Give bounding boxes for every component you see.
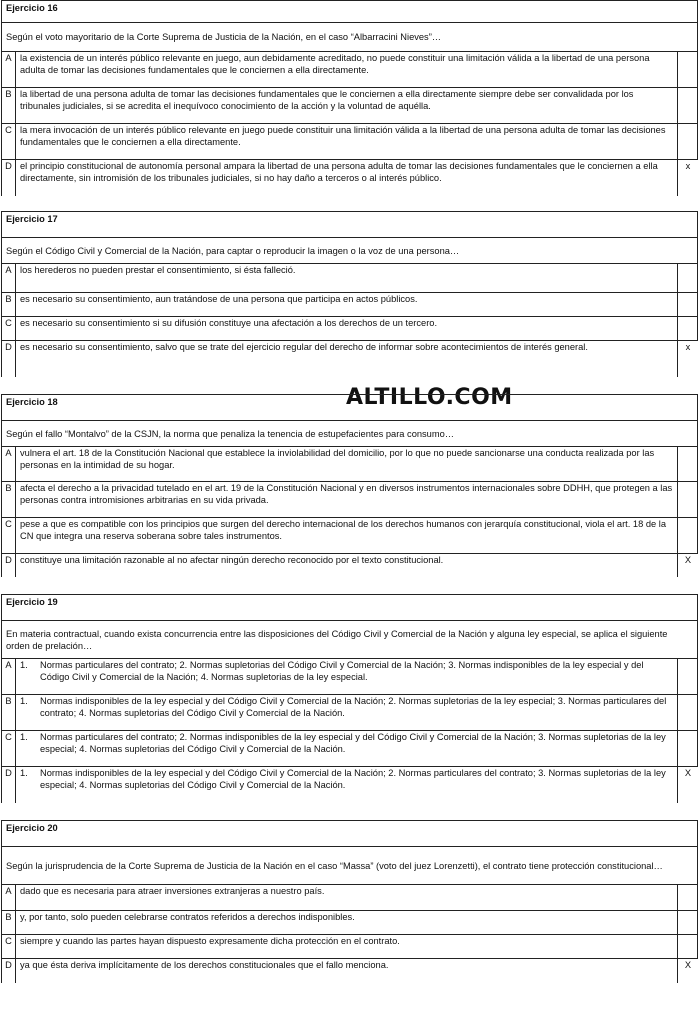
option-text: la mera invocación de un interés público relevante en juego puede constituir una limitación válida a la libertad de una persona adulta de tomar las decisiones fundamentales que le conciernen a ella directamente. (16, 124, 678, 159)
option-text: pese a que es compatible con los principios que surgen del derecho internacional de los derechos humanos con jerarquía constitucional, viola el art. 18 de la CN que integra una reserva soberana sobre tales instrumentos. (16, 518, 678, 553)
option-letter: D (2, 160, 16, 196)
option-text: los herederos no pueden prestar el consentimiento, si ésta falleció. (16, 264, 678, 292)
answer-mark (678, 264, 698, 292)
watermark-logo: ALTILLO.COM (346, 385, 513, 410)
option-a[interactable] (2, 264, 698, 293)
option-letter: B (2, 911, 16, 934)
exercise-title: Ejercicio 19 (2, 595, 698, 621)
option-text (16, 659, 678, 694)
exercise-title: Ejercicio 16 (2, 1, 698, 23)
option-a[interactable] (2, 447, 698, 482)
option-d[interactable] (2, 959, 698, 983)
answer-mark (678, 911, 698, 934)
option-text: es necesario su consentimiento, aun tratándose de una persona que participa en actos públicos. (16, 293, 678, 316)
exercise-question: Según el voto mayoritario de la Corte Suprema de Justicia de la Nación, en el caso “Albarracini Nieves”… (2, 23, 698, 52)
option-letter: A (2, 885, 16, 910)
exercise-title: Ejercicio 20 (2, 821, 698, 847)
option-b[interactable] (2, 911, 698, 935)
item-number: 1. (20, 660, 28, 670)
option-d[interactable] (2, 767, 698, 803)
exercise-18 (1, 394, 698, 577)
exercise-19 (1, 594, 698, 803)
answer-mark (678, 293, 698, 316)
option-text: el principio constitucional de autonomía personal ampara la libertad de una persona adulta de tomar las decisiones fundamentales que le conciernen a ella directamente, sin intromisión de los tribunales judiciales, si no hay daño a terceros o al interés público. (16, 160, 678, 196)
option-a[interactable] (2, 885, 698, 911)
option-b[interactable] (2, 695, 698, 731)
option-text: vulnera el art. 18 de la Constitución Nacional que establece la inviolabilidad del domicilio, por lo que no puede sancionarse una conducta realizada por las personas en la intimidad de su hogar. (16, 447, 678, 481)
exercise-title: Ejercicio 17 (2, 212, 698, 238)
exercise-title: Ejercicio 18 (2, 395, 698, 421)
option-text: es necesario su consentimiento si su difusión constituye una afectación a los derechos de un tercero. (16, 317, 678, 340)
option-a[interactable] (2, 659, 698, 695)
answer-mark: x (685, 161, 691, 171)
option-text: afecta el derecho a la privacidad tutelado en el art. 19 de la Constitución Nacional y en diversos instrumentos internacionales sobre DDHH, que protegen a las personas contra intromisiones arbitrarias en su vida privada. (16, 482, 678, 517)
exercise-question: Según la jurisprudencia de la Corte Suprema de Justicia de la Nación en el caso “Massa” (voto del juez Lorenzetti), el contrato tiene protección constitucional… (2, 847, 698, 885)
option-letter: D (2, 959, 16, 983)
option-d[interactable] (2, 341, 698, 377)
item-number: 1. (20, 732, 28, 742)
answer-mark: X (684, 555, 692, 565)
option-text: dado que es necesaria para atraer inversiones extranjeras a nuestro país. (16, 885, 678, 910)
answer-mark: X (684, 768, 692, 778)
option-letter: A (2, 52, 16, 87)
option-text: siempre y cuando las partes hayan dispuesto expresamente dicha protección en el contrato. (16, 935, 678, 958)
answer-mark (678, 518, 698, 553)
answer-mark (678, 124, 698, 159)
option-letter: C (2, 935, 16, 958)
option-d[interactable] (2, 554, 698, 577)
option-text: es necesario su consentimiento, salvo que se trate del ejercicio regular del derecho de informar sobre acontecimientos de interés general. (16, 341, 678, 377)
item-text: Normas particulares del contrato; 2. Normas supletorias del Código Civil y Comercial de la Nación; 3. Normas indisponibles de la ley especial y del Código Civil y Comercial de la Nación; 4. Normas supletorias de la ley especial. (40, 660, 644, 682)
option-a[interactable] (2, 52, 698, 88)
option-c[interactable] (2, 317, 698, 341)
answer-mark (678, 52, 698, 87)
answer-mark (678, 317, 698, 340)
option-text (16, 695, 678, 730)
option-b[interactable] (2, 482, 698, 518)
answer-mark: x (685, 342, 691, 352)
answer-mark (678, 935, 698, 958)
option-c[interactable] (2, 731, 698, 767)
item-number: 1. (20, 696, 28, 706)
exercise-question: Según el Código Civil y Comercial de la Nación, para captar o reproducir la imagen o la voz de una persona… (2, 238, 698, 264)
item-text: Normas indisponibles de la ley especial y del Código Civil y Comercial de la Nación; 2. Normas supletorias de la ley especial; 3. Normas particulares del contrato; 4. Normas supletorias del Código Civil y Comercial de la Nación. (40, 696, 667, 718)
answer-mark (678, 447, 698, 481)
answer-mark (678, 482, 698, 517)
option-letter: C (2, 518, 16, 553)
answer-mark: X (684, 960, 692, 970)
option-text (16, 767, 678, 803)
option-letter: A (2, 264, 16, 292)
exercise-16 (1, 0, 698, 196)
answer-mark (678, 885, 698, 910)
option-letter: B (2, 695, 16, 730)
option-c[interactable] (2, 518, 698, 554)
exercise-question: En materia contractual, cuando exista concurrencia entre las disposiciones del Código Civil y Comercial de la Nación y alguna ley especial, se aplica el siguiente orden de prelación… (2, 621, 698, 659)
option-letter: D (2, 767, 16, 803)
answer-mark (678, 731, 698, 766)
option-b[interactable] (2, 293, 698, 317)
option-letter: C (2, 317, 16, 340)
option-letter: D (2, 341, 16, 377)
exercise-17 (1, 211, 698, 377)
item-text: Normas indisponibles de la ley especial y del Código Civil y Comercial de la Nación; 2. Normas particulares del contrato; 3. Normas supletorias de la ley especial; 4. Normas supletorias del Código Civil y Comercial de la Nación. (40, 768, 666, 790)
option-b[interactable] (2, 88, 698, 124)
option-text: y, por tanto, solo pueden celebrarse contratos referidos a derechos indisponibles. (16, 911, 678, 934)
option-letter: A (2, 659, 16, 694)
option-letter: C (2, 731, 16, 766)
exercise-question: Según el fallo “Montalvo” de la CSJN, la norma que penaliza la tenencia de estupefacientes para consumo… (2, 421, 698, 447)
item-number: 1. (20, 768, 28, 778)
option-letter: B (2, 293, 16, 316)
exercise-20 (1, 820, 698, 983)
option-text: ya que ésta deriva implícitamente de los derechos constitucionales que el fallo menciona. (16, 959, 678, 983)
option-c[interactable] (2, 124, 698, 160)
option-text (16, 731, 678, 766)
option-c[interactable] (2, 935, 698, 959)
option-letter: B (2, 88, 16, 123)
option-letter: C (2, 124, 16, 159)
option-text: la existencia de un interés público relevante en juego, aun debidamente acreditado, no puede constituir una limitación válida a la libertad de una persona adulta de tomar las decisiones fundamentales que le conciernen a ella directamente. (16, 52, 678, 87)
answer-mark (678, 88, 698, 123)
option-text: la libertad de una persona adulta de tomar las decisiones fundamentales que le conciernen a ella directamente siempre debe ser convalidada por los tribunales judiciales, si se acredita el inequívoco conocimiento de la acción y la voluntad de aquélla. (16, 88, 678, 123)
option-d[interactable] (2, 160, 698, 196)
answer-mark (678, 659, 698, 694)
item-text: Normas particulares del contrato; 2. Normas indisponibles de la ley especial y del Código Civil y Comercial de la Nación; 3. Normas supletorias de la ley especial; 4. Normas supletorias del Código Civil y Comercial de la Nación. (40, 732, 666, 754)
option-letter: A (2, 447, 16, 481)
option-letter: D (2, 554, 16, 577)
option-letter: B (2, 482, 16, 517)
option-text: constituye una limitación razonable al no afectar ningún derecho reconocido por el texto constitucional. (16, 554, 678, 577)
answer-mark (678, 695, 698, 730)
